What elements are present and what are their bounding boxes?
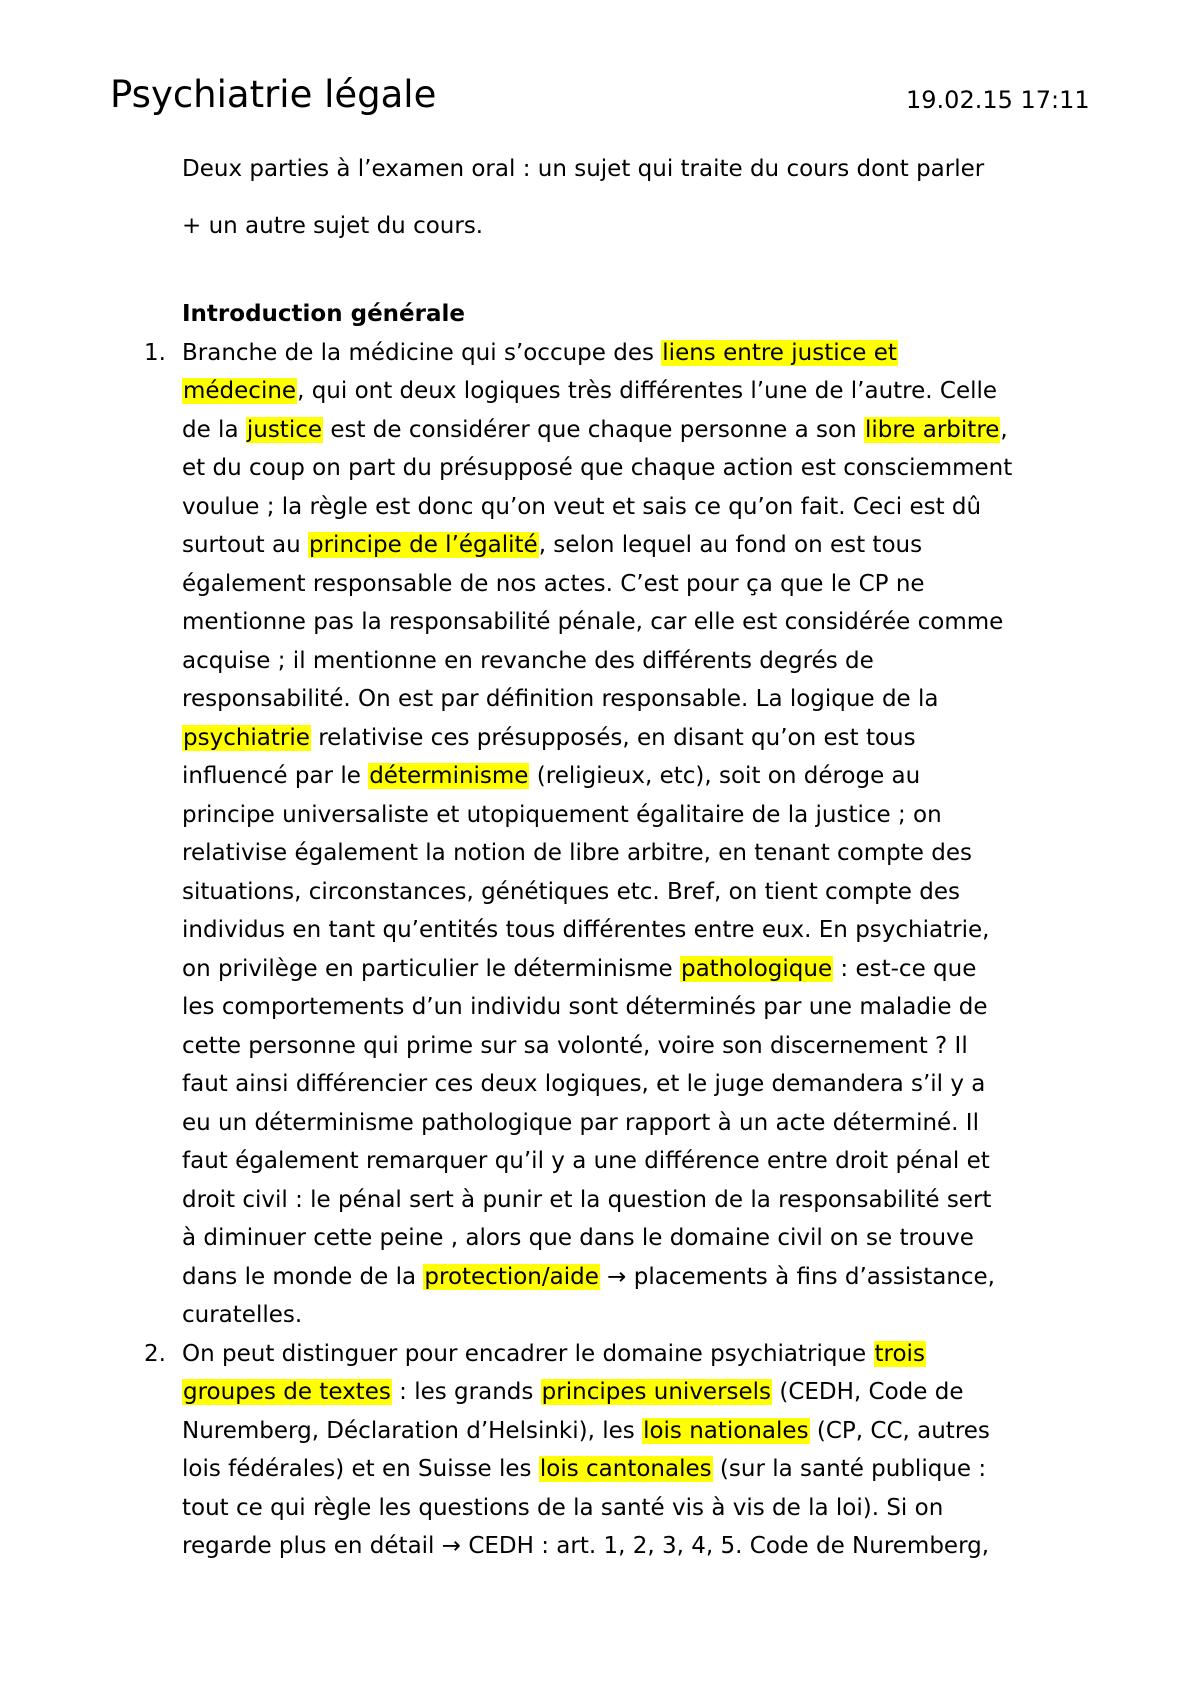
text-segment: les comportements d’un individu sont déterminés par une maladie de [182,994,988,1020]
text-segment: (CEDH, Code de [772,1379,964,1405]
highlighted-term: psychiatrie [183,724,310,751]
text-segment: (religieux, etc), soit on déroge au [529,763,921,789]
highlighted-term: liens entre justice et [662,339,897,366]
text-line [182,1450,1082,1489]
text-line [182,911,1082,950]
text-segment: (CP, CC, autres [809,1417,990,1444]
highlighted-term: déterminisme [369,763,529,789]
text-line [182,1412,1082,1451]
text-segment: relativise ces présupposés, en disant qu’on est tous [310,724,916,751]
text-segment: également responsable de nos actes. C’est pour ça que le CP ne [182,570,925,597]
text-line [182,526,1082,565]
text-segment: Nuremberg, Déclaration d’Helsinki), les [182,1417,643,1444]
text-segment: , selon lequel au fond on est tous [538,532,923,558]
list-item [144,1335,1082,1566]
document-timestamp: 19.02.15 17:11 [906,86,1090,114]
text-line [182,449,1082,488]
highlighted-term: justice [246,416,323,443]
text-line [182,680,1082,719]
text-segment: dans le monde de la [182,1263,424,1290]
text-line [182,1489,1082,1528]
text-line [182,1335,1082,1374]
document-title: Psychiatrie légale [110,73,437,116]
text-segment: situations, circonstances, génétiques etc. Bref, on tient compte des [182,878,960,905]
text-segment: surtout au [182,532,308,558]
text-segment: individus en tant qu’entités tous différentes entre eux. En psychiatrie, [182,917,990,943]
list-item [144,334,1082,1335]
text-segment: tout ce qui règle les questions de la santé vis à vis de la loi). Si on [182,1494,944,1521]
text-segment: : les grands [391,1379,541,1405]
text-segment: : est-ce que [833,955,977,982]
highlighted-term: libre arbitre [864,416,1000,443]
text-line [182,1065,1082,1104]
text-line [182,719,1082,758]
intro-line: Deux parties à l’examen oral : un sujet qui traite du cours dont parler [182,156,985,182]
text-segment: (sur la santé publique : [712,1456,987,1482]
highlighted-term: principes universels [541,1379,772,1405]
highlighted-term: médecine [183,378,297,404]
text-line [182,1142,1082,1181]
text-line [182,334,1082,373]
text-segment: et du coup on part du présupposé que chaque action est consciemment [182,455,1013,481]
text-segment: à diminuer cette peine , alors que dans le domaine civil on se trouve [182,1225,974,1251]
text-line [182,1258,1082,1297]
text-line [182,873,1082,912]
text-line [182,372,1082,411]
text-line [182,950,1082,989]
text-segment: relativise également la notion de libre arbitre, en tenant compte des [182,840,972,866]
text-line [182,1104,1082,1143]
text-line [182,1527,1082,1566]
text-line [182,1181,1082,1220]
document-body [144,150,1082,1566]
text-segment: mentionne pas la responsabilité pénale, car elle est considérée comme [182,609,1004,635]
highlighted-term: protection/aide [424,1263,599,1290]
text-line [182,1219,1082,1258]
text-segment: responsabilité. On est par définition responsable. La logique de la [182,686,939,712]
text-line [182,1027,1082,1066]
text-segment: droit civil : le pénal sert à punir et la question de la responsabilité sert [182,1186,992,1213]
highlighted-term: pathologique [680,955,833,982]
text-segment: curatelles. [182,1302,303,1328]
text-segment: est de considérer que chaque personne a son [323,416,864,443]
text-segment: acquise ; il mentionne en revanche des différents degrés de [182,647,874,674]
text-segment: faut également remarquer qu’il y a une différence entre droit pénal et [182,1148,990,1174]
section-heading: Introduction générale [182,301,465,327]
highlighted-term: lois cantonales [539,1456,712,1482]
text-segment: eu un déterminisme pathologique par rapport à un acte déterminé. Il [182,1109,979,1136]
text-segment: influencé par le [182,763,369,789]
text-segment: On peut distinguer pour encadrer le domaine psychiatrique [182,1340,874,1367]
text-line [182,565,1082,604]
text-segment: lois fédérales) et en Suisse les [182,1456,539,1482]
list-item-number: 1. [144,339,166,366]
text-line [182,1296,1082,1335]
text-line [182,1373,1082,1412]
numbered-list [144,334,1082,1566]
text-segment: principe universaliste et utopiquement égalitaire de la justice ; on [182,801,942,828]
text-line [182,796,1082,835]
text-segment: , [1000,416,1008,443]
text-segment: , qui ont deux logiques très différentes l’une de l’autre. Celle [297,378,998,404]
text-segment: faut ainsi différencier ces deux logiques, et le juge demandera s’il y a [182,1071,986,1097]
highlighted-term: groupes de textes [183,1379,391,1405]
highlighted-term: trois [874,1340,925,1367]
highlighted-term: lois nationales [643,1417,809,1444]
text-segment: cette personne qui prime sur sa volonté, voire son discernement ? Il [182,1032,968,1059]
list-item-number: 2. [144,1340,166,1367]
text-line [182,757,1082,796]
text-line [182,411,1082,450]
highlighted-term: principe de l’égalité [309,532,538,558]
text-line [182,988,1082,1027]
text-line [182,488,1082,527]
text-segment: voulue ; la règle est donc qu’on veut et sais ce qu’on fait. Ceci est dû [182,493,982,520]
text-line [182,834,1082,873]
text-segment: de la [182,416,246,443]
text-segment: on privilège en particulier le déterminisme [182,955,680,982]
text-segment: → placements à fins d’assistance, [599,1263,995,1290]
text-segment: Branche de la médicine qui s’occupe des [182,339,662,366]
text-segment: regarde plus en détail → CEDH : art. 1, 2, 3, 4, 5. Code de Nuremberg, [182,1533,990,1559]
intro-line: + un autre sujet du cours. [182,212,484,239]
text-line [182,642,1082,681]
text-line [182,603,1082,642]
